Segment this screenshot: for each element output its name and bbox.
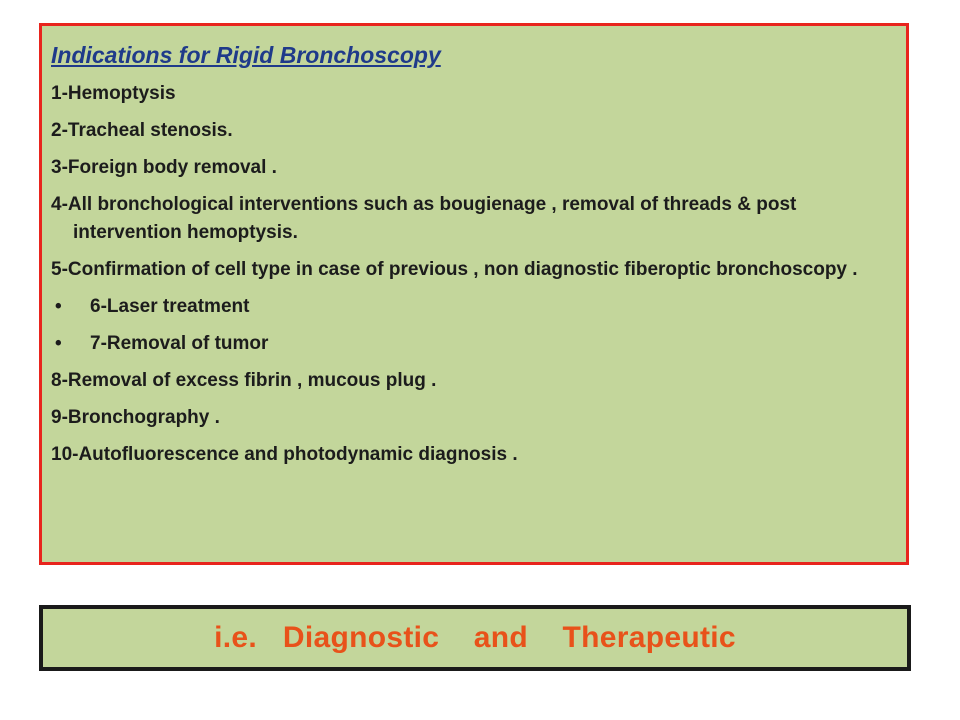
bullet-icon: •	[55, 296, 62, 317]
indications-box	[39, 23, 909, 565]
bullet-list-item	[51, 293, 896, 321]
bullet-item-text: 7-Removal of tumor	[90, 333, 269, 354]
list-item: 2-Tracheal stenosis.	[51, 120, 233, 141]
bullet-list-item	[51, 330, 896, 358]
summary-text: i.e. Diagnostic and Therapeutic	[214, 621, 736, 654]
list-item: 1-Hemoptysis	[51, 83, 176, 104]
list-item: 3-Foreign body removal .	[51, 157, 277, 178]
slide-title: Indications for Rigid Bronchoscopy	[51, 42, 441, 68]
list-item: 8-Removal of excess fibrin , mucous plug .	[51, 370, 437, 391]
list-item: 10-Autofluorescence and photodynamic diagnosis .	[51, 444, 518, 465]
bullet-icon: •	[55, 333, 62, 354]
summary-box	[39, 605, 911, 671]
list-item: 9-Bronchography .	[51, 407, 220, 428]
list-item: 5-Confirmation of cell type in case of previous , non diagnostic fiberoptic bronchoscopy .	[51, 259, 858, 280]
bullet-item-text: 6-Laser treatment	[90, 296, 250, 317]
list-item: 4-All bronchological interventions such as bougienage , removal of threads & post intervention hemoptysis.	[51, 194, 797, 243]
